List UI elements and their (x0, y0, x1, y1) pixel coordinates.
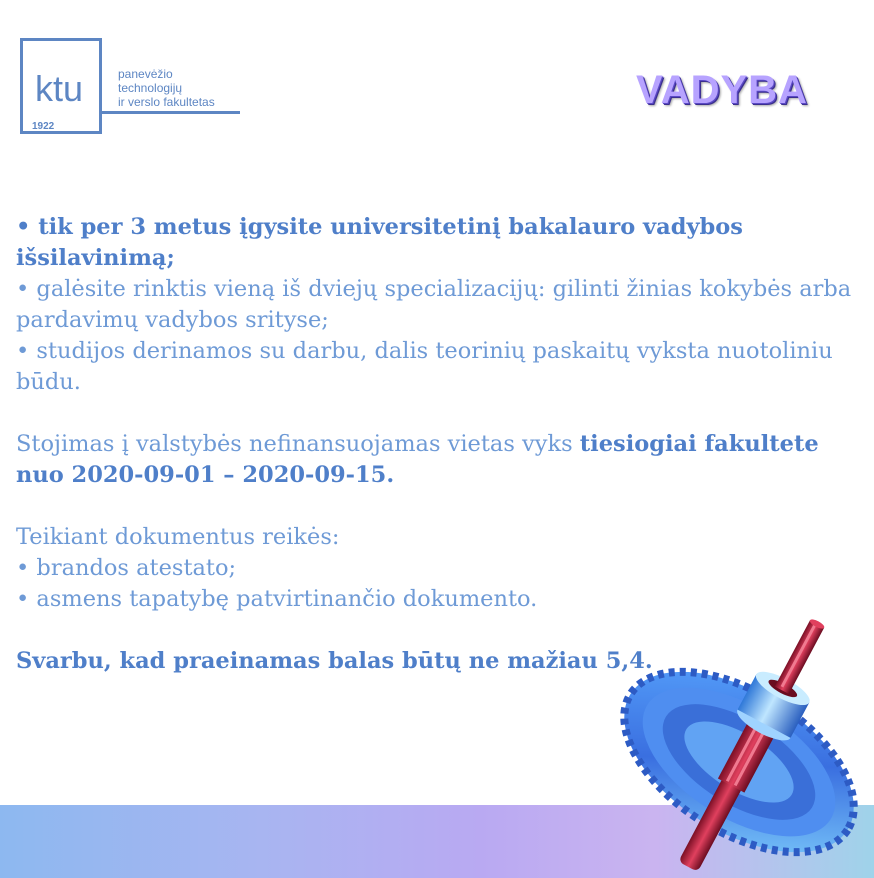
document-item-1: • brandos atestato; (16, 555, 237, 581)
bullet-degree: • tik per 3 metus įgysite universitetinį bakalauro vadybos išsilavinimą; (16, 214, 743, 271)
ktu-logo (20, 38, 250, 140)
admission-prefix: Stojimas į valstybės nefinansuojamas vietas vyks (16, 431, 580, 457)
faculty-line-3: ir verslo fakultetas (118, 95, 215, 109)
faculty-line-1: panevėžio (118, 67, 173, 81)
logo-rule (99, 111, 240, 114)
documents-heading: Teikiant dokumentus reikės: (16, 524, 340, 550)
bullet-study-mode: • studijos derinamos su darbu, dalis teorinių paskaitų vyksta nuotoliniu būdu. (16, 338, 833, 395)
page-title: VADYBA (636, 68, 808, 112)
grade-note: Svarbu, kad praeinamas balas būtų ne mažiau 5,4. (16, 648, 653, 674)
logo-mark: ktu (35, 68, 84, 109)
document-item-2: • asmens tapatybę patvirtinančio dokumento. (16, 586, 538, 612)
admission-text (16, 429, 856, 491)
logo-faculty (118, 67, 248, 109)
logo-box (20, 38, 102, 134)
logo-year: 1922 (32, 121, 55, 132)
admission-dates: tiesiogiai fakultete nuo 2020-09-01 – 2020-09-15. (16, 431, 819, 488)
gear-icon (604, 612, 874, 878)
bullet-specialization: • galėsite rinktis vieną iš dviejų specializacijų: gilinti žinias kokybės arba pardavimų vadybos srityse; (16, 276, 852, 333)
main-content (16, 212, 856, 677)
faculty-line-2: technologijų (118, 81, 183, 95)
